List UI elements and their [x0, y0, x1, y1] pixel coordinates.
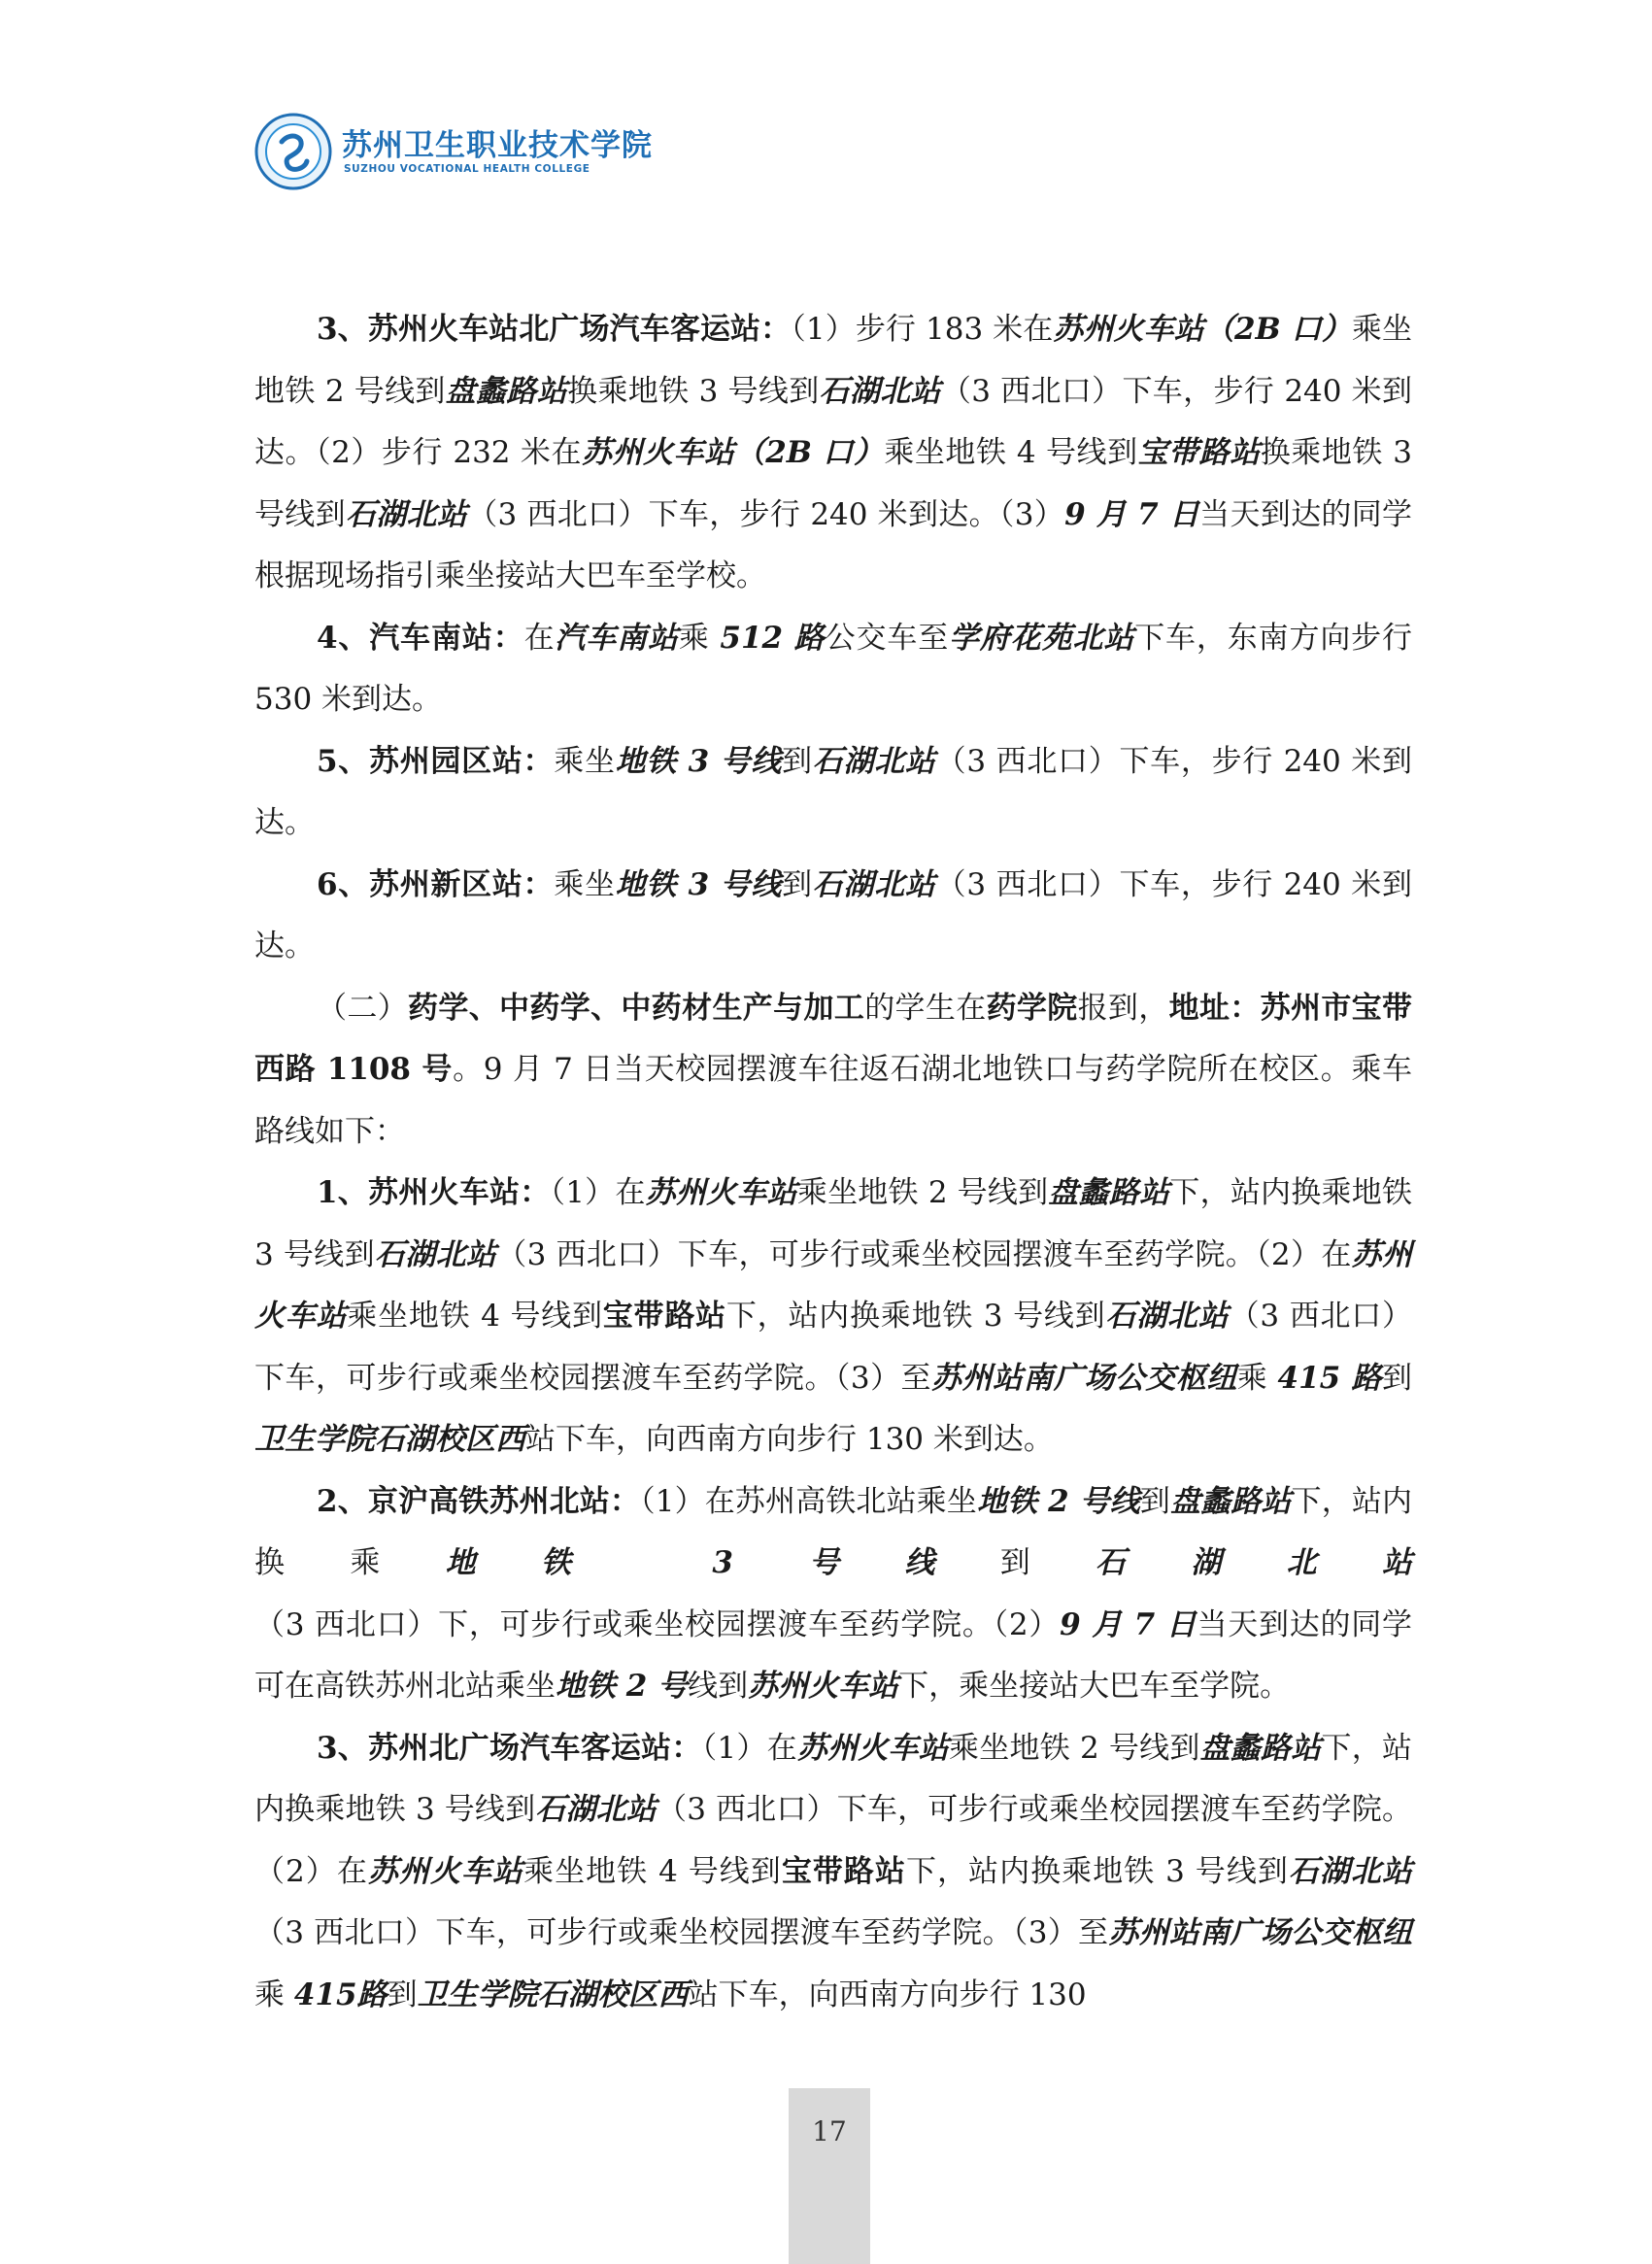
bold-text: 2、京沪高铁苏州北站：: [317, 1483, 641, 1519]
text-run: （3 西北口）下车，可步行或乘坐校园摆渡车至药学院。（3）至: [254, 1915, 1109, 1950]
text-run: 到: [1381, 1360, 1412, 1396]
emphasis-text: 地铁 2 号: [556, 1669, 689, 1704]
bold-text: 地址：苏州市宝带西路 1108 号: [254, 990, 1413, 1087]
text-run: 乘坐地铁 2 号线到: [254, 312, 1412, 409]
emphasis-text: 石湖北站: [819, 373, 941, 409]
emphasis-text: 苏州火车站: [254, 1236, 1412, 1334]
emphasis-text: 9 月 7 日: [1064, 496, 1200, 532]
emphasis-text: 9 月 7 日: [1060, 1606, 1197, 1642]
text-run: 乘坐地铁 2 号线到: [796, 1175, 1049, 1210]
text-run: （3 西北口）下车，可步行或乘坐校园摆渡车至药学院。（2）在: [254, 1792, 1413, 1889]
bold-text: 宝带路站: [781, 1853, 906, 1889]
emphasis-text: 石湖北站: [1288, 1853, 1413, 1889]
text-run: 。9 月 7 日当天校园摆渡车往返石湖北地铁口与药学院所在校区。乘车路线如下：: [254, 1052, 1412, 1149]
text-run: 乘: [1236, 1360, 1278, 1396]
emphasis-text: 苏州火车站: [796, 1730, 950, 1766]
bold-text: 4、汽车南站：: [317, 620, 524, 656]
text-run: （3 西北口）下车，步行 240 米到达。（2）步行 232 米在: [254, 373, 1413, 470]
emphasis-text: 苏州火车站: [748, 1669, 899, 1704]
emphasis-text: 石湖北站: [1096, 1545, 1413, 1580]
emphasis-text: 汽车南站: [555, 620, 679, 656]
text-run: 在: [523, 620, 556, 656]
text-run: 下，站内换乘地铁 3 号线到: [254, 1175, 1412, 1272]
emphasis-text: 盘蠡路站: [1170, 1483, 1292, 1519]
text-run: 乘坐地铁 2 号线到: [949, 1730, 1200, 1766]
emphasis-text: 石湖北站: [1105, 1299, 1230, 1334]
text-run: 报到，: [1077, 990, 1169, 1026]
text-run: 下，站内换乘地铁 3 号线到: [254, 1730, 1413, 1827]
bold-text: 药学院: [986, 990, 1078, 1026]
text-run: （3 西北口）下车，步行 240 米到达。: [254, 866, 1413, 963]
paragraph: [254, 978, 1412, 1164]
bold-text: 1、苏州火车站：: [317, 1175, 551, 1210]
emphasis-text: 卫生学院石湖校区西: [254, 1422, 525, 1457]
text-run: 下，站内换乘地铁 3 号线到: [725, 1299, 1106, 1334]
page-number-tab: [789, 2088, 870, 2264]
bold-text: 宝带路站: [602, 1299, 726, 1334]
text-run: 下，站内换乘地铁 3 号线到: [905, 1853, 1289, 1889]
text-run: 当天到达的同学可在高铁苏州北站乘坐: [254, 1606, 1412, 1704]
text-run: 乘: [678, 620, 721, 656]
text-run: （3 西北口）下车，步行 240 米到达。: [254, 743, 1413, 840]
emphasis-text: 宝带路站: [1137, 435, 1261, 470]
text-run: 当天到达的同学根据现场指引乘坐接站大巴车至学校。: [254, 496, 1413, 593]
text-run: （1）步行 183 米在: [791, 312, 1054, 347]
emphasis-text: 石湖北站: [812, 866, 936, 902]
text-run: 站下车，向西南方向步行 130: [688, 1977, 1087, 2012]
text-run: （3 西北口）下车，可步行或乘坐校园摆渡车至药学院。（3）至: [254, 1299, 1413, 1396]
emphasis-text: 地铁 3 号线: [445, 1545, 1000, 1580]
emphasis-text: 盘蠡路站: [1199, 1730, 1322, 1766]
emphasis-text: 学府花苑北站: [949, 620, 1135, 656]
text-run: （3 西北口）下，可步行或乘坐校园摆渡车至药学院。（2）: [254, 1606, 1061, 1642]
text-run: （3 西北口）下车，步行 240 米到达。（3）: [467, 496, 1065, 532]
document-body: [254, 299, 1412, 2026]
text-run: 乘坐: [554, 866, 616, 902]
school-name-en: SUZHOU VOCATIONAL HEALTH COLLEGE: [344, 163, 590, 175]
text-run: （1）在: [550, 1175, 646, 1210]
emphasis-text: 512 路: [720, 620, 826, 656]
paragraph: [254, 299, 1412, 608]
emphasis-text: 415 路: [1277, 1360, 1382, 1396]
bold-text: 3、苏州北广场汽车客运站：: [317, 1730, 702, 1766]
bold-text: 5、苏州园区站：: [317, 743, 555, 779]
text-run: 到: [782, 743, 813, 779]
emphasis-text: 石湖北站: [374, 1236, 497, 1272]
text-run: （1）在: [701, 1730, 797, 1766]
text-run: 到: [1139, 1483, 1171, 1519]
text-run: 下，站内换乘: [254, 1483, 1413, 1580]
bold-text: 药学、中药学、中药材生产与加工: [408, 990, 865, 1026]
text-run: 下，乘坐接站大巴车至学院。: [898, 1669, 1291, 1704]
emphasis-text: 地铁 3 号线: [615, 866, 783, 902]
document-header: [254, 113, 662, 192]
text-run: （二）: [317, 990, 409, 1026]
paragraph: [254, 1718, 1412, 2027]
text-run: （3 西北口）下车，可步行或乘坐校园摆渡车至药学院。（2）在: [496, 1236, 1352, 1272]
text-run: 换乘地铁 3 号线到: [254, 435, 1412, 532]
school-name-cn: 苏州卫生职业技术学院: [342, 128, 653, 163]
emphasis-text: 苏州火车站: [367, 1853, 524, 1889]
emphasis-text: 415路: [293, 1977, 388, 2012]
paragraph: [254, 855, 1412, 978]
text-run: 乘坐地铁 4 号线到: [347, 1299, 603, 1334]
emphasis-text: 苏州火车站（2B 口）: [1053, 312, 1352, 347]
paragraph: [254, 731, 1412, 855]
emphasis-text: 苏州火车站: [645, 1175, 797, 1210]
text-run: 线到: [688, 1669, 749, 1704]
emphasis-text: 石湖北站: [345, 496, 468, 532]
emphasis-text: 地铁 3 号线: [615, 743, 783, 779]
emphasis-text: 石湖北站: [535, 1792, 657, 1827]
emphasis-text: 石湖北站: [812, 743, 936, 779]
text-run: 站下车，向西南方向步行 130 米到达。: [525, 1422, 1054, 1457]
text-run: 到: [782, 866, 813, 902]
text-run: 乘坐: [554, 743, 616, 779]
text-run: 到: [387, 1977, 418, 2012]
text-run: 公交车至: [825, 620, 950, 656]
emphasis-text: 盘蠡路站: [1048, 1175, 1170, 1210]
paragraph: [254, 1471, 1412, 1718]
text-run: 乘坐地铁 4 号线到: [884, 435, 1138, 470]
college-emblem-icon: [254, 113, 332, 190]
text-run: 换乘地铁 3 号线到: [567, 373, 820, 409]
emphasis-text: 地铁 2 号线: [976, 1483, 1140, 1519]
bold-text: 6、苏州新区站：: [317, 866, 555, 902]
emphasis-text: 苏州站南广场公交枢纽: [931, 1360, 1237, 1396]
emphasis-text: 苏州火车站（2B 口）: [581, 435, 885, 470]
text-run: 乘坐地铁 4 号线到: [523, 1853, 782, 1889]
emphasis-text: 盘蠡路站: [445, 373, 568, 409]
text-run: 下车，东南方向步行 530 米到达。: [254, 620, 1413, 717]
text-run: 的学生在: [864, 990, 987, 1026]
emphasis-text: 苏州站南广场公交枢纽: [1108, 1915, 1412, 1950]
bold-text: 3、苏州火车站北广场汽车客运站：: [317, 312, 792, 347]
text-run: 到: [999, 1545, 1096, 1580]
text-run: 乘: [254, 1977, 294, 2012]
text-run: （1）在苏州高铁北站乘坐: [640, 1483, 977, 1519]
paragraph: [254, 1163, 1412, 1471]
page-number: 17: [812, 2115, 847, 2147]
paragraph: [254, 608, 1412, 731]
emphasis-text: 卫生学院石湖校区西: [417, 1977, 689, 2012]
